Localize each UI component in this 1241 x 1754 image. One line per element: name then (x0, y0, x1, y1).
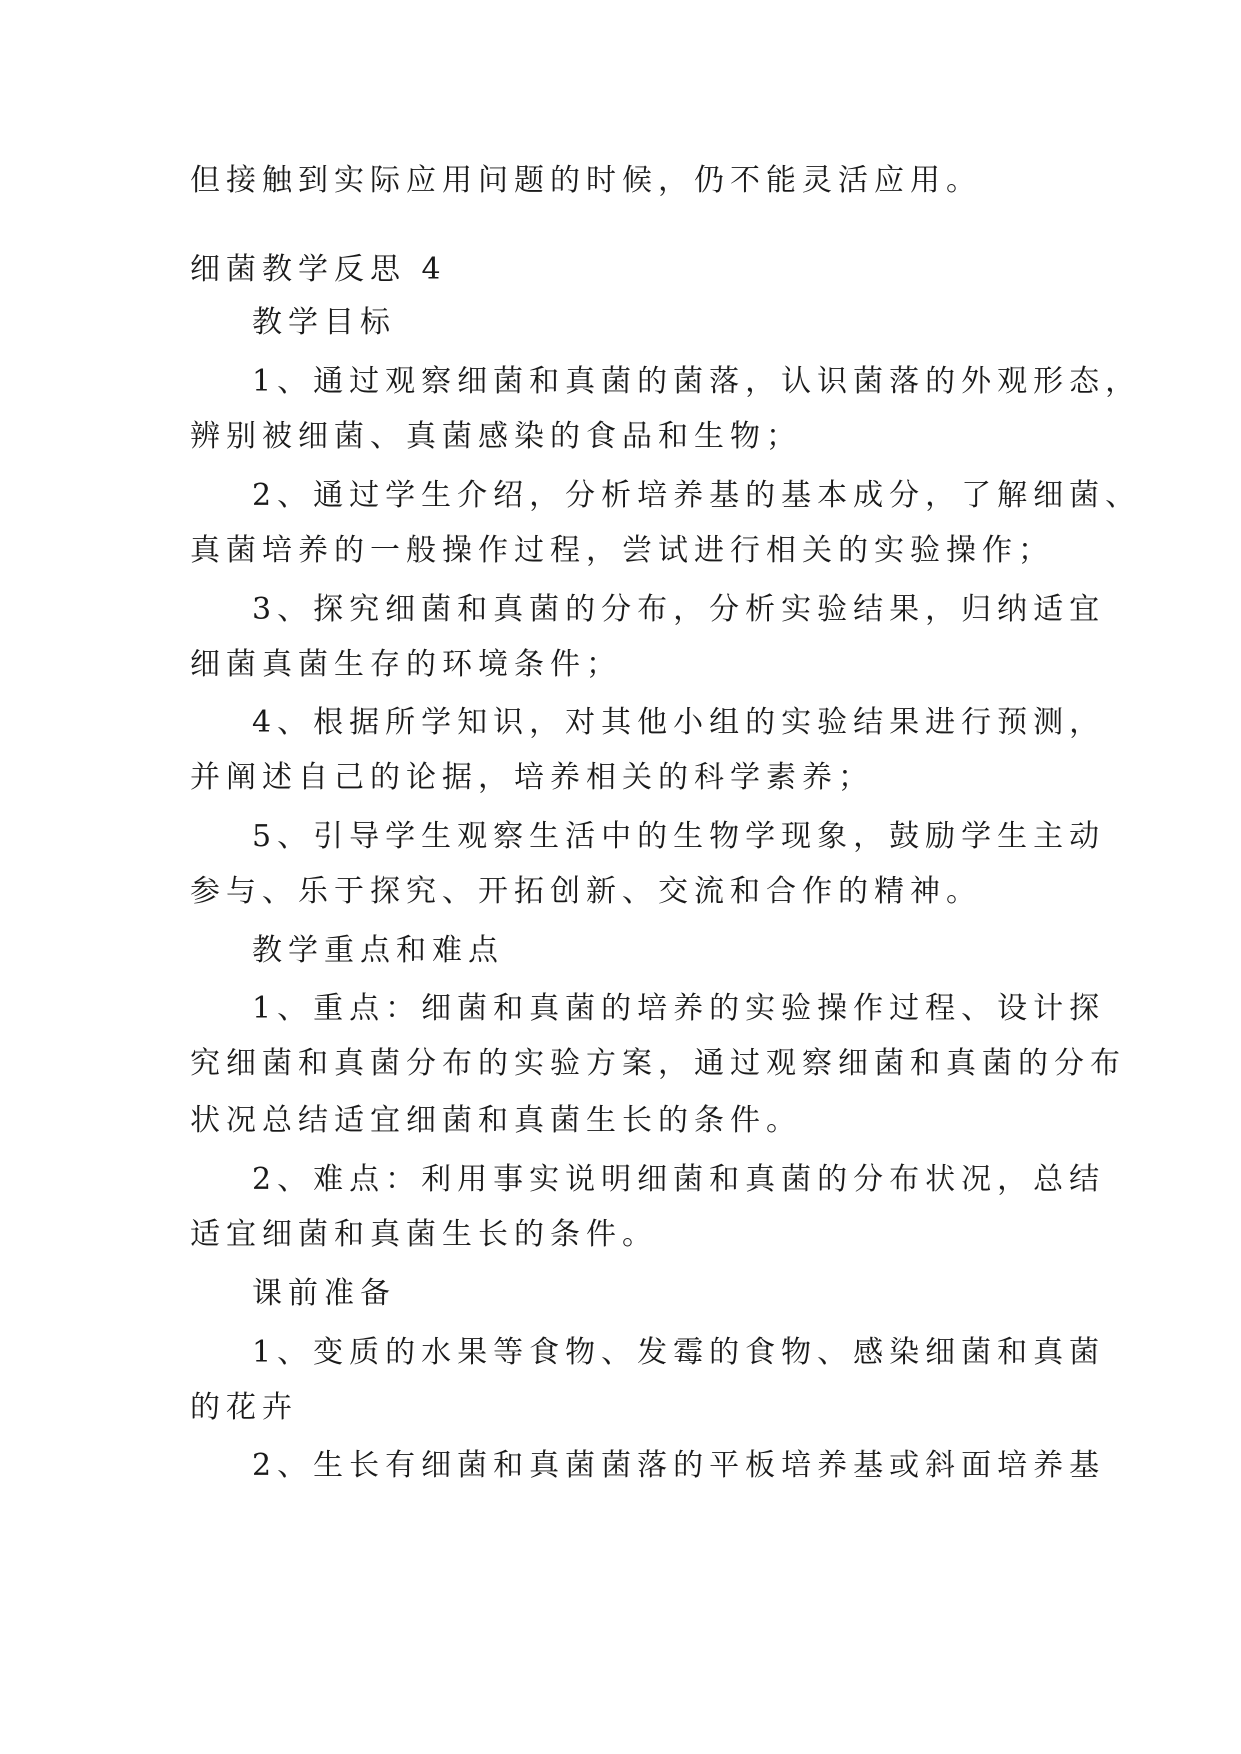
goal-3-line-2: 细菌真菌生存的环境条件； (190, 647, 622, 682)
prep-2-line-1: 2、生长有细菌和真菌菌落的平板培养基或斜面培养基 (252, 1448, 1106, 1483)
key-point-2-line-1: 2、难点：利用事实说明细菌和真菌的分布状况，总结 (252, 1162, 1106, 1197)
heading-key-points: 教学重点和难点 (252, 933, 504, 968)
key-point-2-line-2: 适宜细菌和真菌生长的条件。 (190, 1217, 658, 1252)
goal-2-line-2: 真菌培养的一般操作过程，尝试进行相关的实验操作； (190, 533, 1054, 568)
heading-preparation: 课前准备 (252, 1276, 396, 1311)
goal-1-line-1: 1、通过观察细菌和真菌的菌落，认识菌落的外观形态， (252, 364, 1142, 399)
goal-4-line-2: 并阐述自己的论据，培养相关的科学素养； (190, 760, 874, 795)
goal-1-line-2: 辨别被细菌、真菌感染的食品和生物； (190, 419, 802, 454)
goal-5-line-2: 参与、乐于探究、开拓创新、交流和合作的精神。 (190, 874, 982, 909)
goal-2-line-1: 2、通过学生介绍，分析培养基的基本成分，了解细菌、 (252, 478, 1142, 513)
goal-5-line-1: 5、引导学生观察生活中的生物学现象，鼓励学生主动 (252, 819, 1106, 854)
key-point-1-line-3: 状况总结适宜细菌和真菌生长的条件。 (190, 1103, 802, 1138)
paragraph-continuation: 但接触到实际应用问题的时候，仍不能灵活应用。 (190, 163, 982, 198)
prep-1-line-1: 1、变质的水果等食物、发霉的食物、感染细菌和真菌 (252, 1335, 1106, 1370)
goal-4-line-1: 4、根据所学知识，对其他小组的实验结果进行预测， (252, 705, 1106, 740)
heading-teaching-goals: 教学目标 (252, 305, 396, 340)
key-point-1-line-1: 1、重点：细菌和真菌的培养的实验操作过程、设计探 (252, 991, 1106, 1026)
goal-3-line-1: 3、探究细菌和真菌的分布，分析实验结果，归纳适宜 (252, 592, 1106, 627)
key-point-1-line-2: 究细菌和真菌分布的实验方案，通过观察细菌和真菌的分布 (190, 1046, 1126, 1081)
section-title: 细菌教学反思 4 (190, 252, 447, 287)
prep-1-line-2: 的花卉 (190, 1390, 298, 1425)
